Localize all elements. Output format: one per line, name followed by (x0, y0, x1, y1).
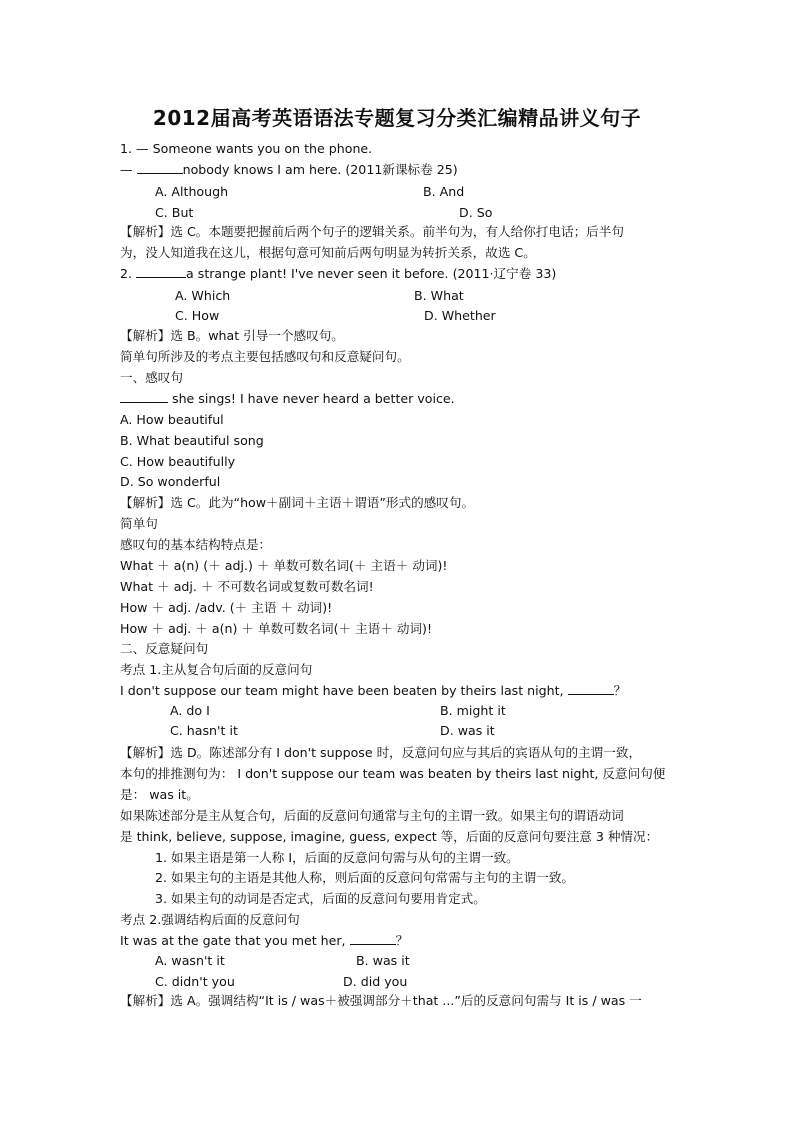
q1-explain-2: 为，没人知道我在这儿，根据句意可知前后两句明显为转折关系，故选 C。 (120, 245, 536, 260)
structure-title: 感叹句的基本结构特点是： (120, 537, 272, 552)
point2-option-a: A. wasn't it (155, 953, 225, 968)
point2-title: 考点 2.强调结构后面的反意问句 (120, 912, 300, 927)
q1-explain-1: 【解析】选 C。本题要把握前后两个句子的逻辑关系。前半句为，有人给你打电话；后半句 (120, 224, 624, 239)
section1-option-d: D. So wonderful (120, 474, 221, 489)
section1-question (120, 389, 455, 410)
case-3: 3. 如果主句的动词是否定式，后面的反意问句要用肯定式。 (155, 891, 486, 906)
point1-option-d: D. was it (440, 723, 495, 738)
point1-option-c: C. hasn't it (170, 723, 238, 738)
point2-explain: 【解析】选 A。强调结构“It is / was＋被强调部分＋that ...”后的反意问句需与 It is / was 一 (120, 993, 642, 1008)
q1-line2 (120, 160, 458, 181)
point2-question (120, 931, 408, 952)
point1-explain-2: 本句的排推测句为： I don't suppose our team was beaten by theirs last night, 反意问句便 (120, 766, 666, 781)
point2-option-b: B. was it (356, 953, 410, 968)
point1-explain-3: 是： was it。 (120, 787, 199, 802)
q1-dash: — (120, 162, 137, 177)
structure-1: What ＋ a(n) (＋ adj.) ＋ 单数可数名词(＋ 主语＋ 动词)! (120, 558, 448, 573)
section1-option-c: C. How beautifully (120, 454, 236, 469)
q1-line1: 1. — Someone wants you on the phone. (120, 141, 373, 156)
section1-blank (120, 390, 168, 403)
point1-option-a: A. do I (170, 703, 210, 718)
point1-blank (568, 682, 614, 695)
q1-rest: nobody knows I am here. (2011新课标卷 25) (182, 162, 458, 177)
q1-option-b: B. And (423, 184, 465, 199)
q1-option-c: C. But (155, 205, 194, 220)
page-title: 2012届高考英语语法专题复习分类汇编精品讲义句子 (152, 106, 642, 130)
q2-option-a: A. Which (175, 288, 231, 303)
section1-explain: 【解析】选 C。此为“how＋副词＋主语＋谓语”形式的感叹句。 (120, 495, 475, 510)
point2-option-d: D. did you (343, 974, 408, 989)
point1-qmark: ？ (613, 683, 627, 698)
point1-option-b: B. might it (440, 703, 506, 718)
q2-option-d: D. Whether (424, 308, 496, 323)
q2-explain: 【解析】选 B。what 引导一个感叹句。 (120, 328, 344, 343)
structure-4: How ＋ adj. ＋ a(n) ＋ 单数可数名词(＋ 主语＋ 动词)! (120, 621, 433, 636)
q2-blank (136, 265, 186, 278)
point2-option-c: C. didn't you (155, 974, 235, 989)
section1-label: 简单句 (120, 516, 158, 531)
section1-option-a: A. How beautiful (120, 412, 224, 427)
q2-number: 2. (120, 266, 137, 281)
point2-question-text: It was at the gate that you met her, (120, 933, 350, 948)
q1-blank (137, 161, 183, 174)
point2-blank (350, 932, 396, 945)
q2-option-b: B. What (414, 288, 464, 303)
point1-question (120, 681, 626, 702)
rule-line-1: 如果陈述部分是主从复合句，后面的反意问句通常与主句的主谓一致。如果主句的谓语动词 (120, 808, 624, 823)
point1-title: 考点 1.主从复合句后面的反意问句 (120, 662, 313, 677)
section1-heading: 一、感叹句 (120, 370, 183, 385)
point1-explain-1: 【解析】选 D。陈述部分有 I don't suppose 时，反意问句应与其后的宾语从句的主谓一致， (120, 745, 642, 760)
q2-line (120, 264, 556, 285)
intro-text: 简单句所涉及的考点主要包括感叹句和反意疑问句。 (120, 349, 410, 364)
case-1: 1. 如果主语是第一人称 I，后面的反意问句需与从句的主谓一致。 (155, 850, 519, 865)
section1-option-b: B. What beautiful song (120, 433, 264, 448)
q2-option-c: C. How (175, 308, 220, 323)
structure-3: How ＋ adj. /adv. (＋ 主语 ＋ 动词)! (120, 600, 333, 615)
q1-option-d: D. So (459, 205, 493, 220)
q2-rest: a strange plant! I've never seen it before. (2011·辽宁卷 33) (186, 266, 557, 281)
q1-option-a: A. Although (155, 184, 229, 199)
section2-heading: 二、反意疑问句 (120, 641, 209, 656)
rule-line-2: 是 think, believe, suppose, imagine, guess, expect 等，后面的反意问句要注意 3 种情况： (120, 829, 659, 844)
section1-question-text: she sings! I have never heard a better voice. (168, 391, 455, 406)
structure-2: What ＋ adj. ＋ 不可数名词或复数可数名词! (120, 579, 374, 594)
point2-qmark: ？ (395, 933, 409, 948)
case-2: 2. 如果主句的主语是其他人称，则后面的反意问句常需与主句的主谓一致。 (155, 870, 575, 885)
point1-question-text: I don't suppose our team might have been beaten by theirs last night, (120, 683, 568, 698)
